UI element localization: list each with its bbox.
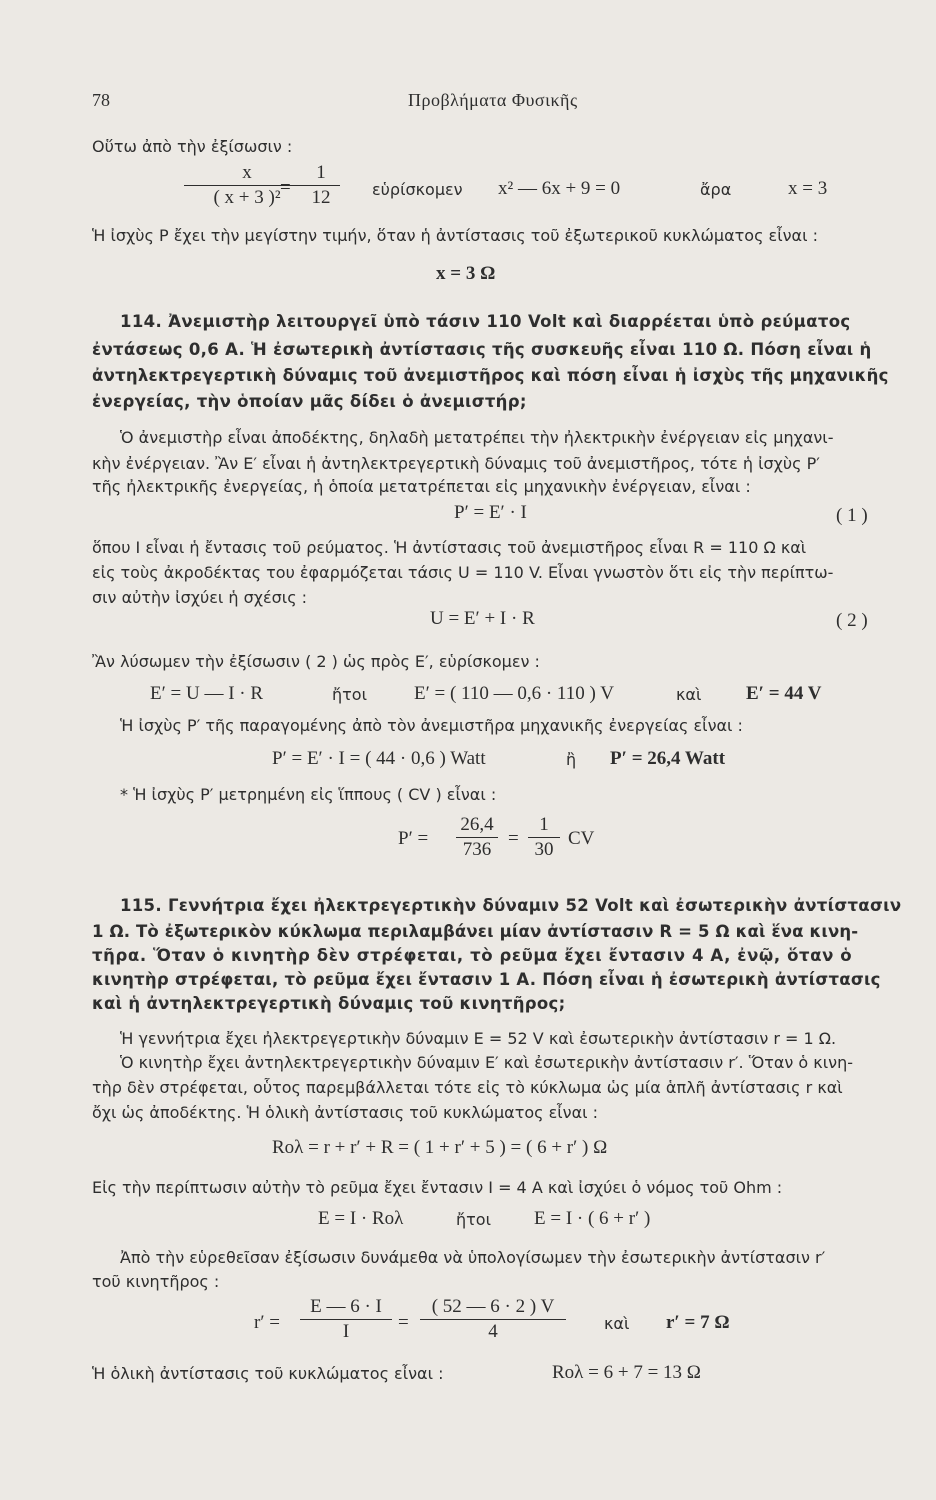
answer-115-line-7: τοῦ κινητῆρος : — [92, 1272, 220, 1291]
fraction-denominator: 736 — [462, 839, 492, 860]
problem-114-line-4: ἐνεργείας, τὴν ὁποίαν μᾶς δίδει ὁ ἀνεμιστήρ; — [92, 392, 527, 411]
equation-114-2-number: ( 2 ) — [836, 610, 868, 631]
kai-word: καὶ — [604, 1314, 630, 1333]
problem-115-line-5: καὶ ἡ ἀντηλεκτρεγερτικὴ δύναμις τοῦ κινητῆρος; — [92, 994, 566, 1013]
answer-115-line-1: Ἡ γεννήτρια ἔχει ἠλεκτρεγερτικὴν δύναμιν E = 52 V καὶ ἐσωτερικὴν ἀντίστασιν r = 1 Ω. — [120, 1029, 837, 1048]
equation-114-5-unit: CV — [568, 828, 595, 849]
kai-word: καὶ — [676, 685, 702, 704]
equation-114-4a: P′ = E′ · I = ( 44 · 0,6 ) Watt — [272, 748, 486, 769]
fraction-numerator: ( 52 — 6 · 2 ) V — [420, 1296, 566, 1320]
equation-115-3-lhs: r′ = — [254, 1312, 280, 1333]
answer-115-line-8: Ἡ ὁλικὴ ἀντίστασις τοῦ κυκλώματος εἶναι : — [92, 1364, 444, 1383]
equation-115-4: Rολ = 6 + 7 = 13 Ω — [552, 1362, 701, 1383]
equation-114-5-lhs: P′ = — [398, 828, 429, 849]
equation-115-1: Rολ = r + r′ + R = ( 1 + r′ + 5 ) = ( 6 + r′ ) Ω — [272, 1137, 608, 1158]
answer-114-line-6: σιν αὐτὴν ἰσχύει ἡ σχέσις : — [92, 588, 308, 607]
answer-115-line-6: Ἀπὸ τὴν εὑρεθεῖσαν ἐξίσωσιν δυνάμεθα νὰ ὑπολογίσωμεν τὴν ἐσωτερικὴν ἀντίστασιν r′ — [120, 1248, 826, 1267]
equation-115-3-result: r′ = 7 Ω — [666, 1312, 730, 1333]
fraction-numerator: 1 — [302, 162, 340, 186]
running-title: Προβλήματα Φυσικῆς — [408, 90, 578, 110]
power-line: Ἡ ἰσχὺς P ἔχει τὴν μεγίστην τιμήν, ὅταν ἡ ἀντίστασις τοῦ ἐξωτερικοῦ κυκλώματος εἶναι : — [92, 226, 818, 245]
problem-114-line-2: ἐντάσεως 0,6 A. Ἡ ἐσωτερικὴ ἀντίστασις τῆς συσκευῆς εἶναι 110 Ω. Πόση εἶναι ἡ — [92, 340, 872, 359]
intro-fraction-2 — [302, 162, 340, 209]
answer-115-line-4: ὄχι ὡς ἀποδέκτης. Ἡ ὁλικὴ ἀντίστασις τοῦ κυκλώματος εἶναι : — [92, 1103, 599, 1122]
x-solution: x = 3 — [788, 178, 828, 199]
fraction-denominator: ( x + 3 )² — [213, 187, 281, 208]
equation-114-1: P′ = E′ · I — [454, 502, 527, 523]
answer-114-line-1: Ὁ ἀνεμιστὴρ εἶναι ἀποδέκτης, δηλαδὴ μετατρέπει τὴν ἠλεκτρικὴν ἐνέργειαν εἰς μηχανι- — [120, 428, 834, 447]
answer-114-line-9: * Ἡ ἰσχὺς P′ μετρημένη εἰς ἵππους ( CV ) εἶναι : — [120, 785, 497, 804]
answer-114-line-3: τῆς ἠλεκτρικῆς ἐνεργείας, ἡ ὁποία μετατρέπεται εἰς μηχανικὴν ἐνέργειαν, εἶναι : — [92, 477, 751, 496]
answer-115-line-2: Ὁ κινητὴρ ἔχει ἀντηλεκτρεγερτικὴν δύναμιν E′ καὶ ἐσωτερικὴν ἀντίστασιν r′. Ὅταν ὁ κινη- — [120, 1053, 853, 1072]
answer-114-line-4: ὅπου I εἶναι ἡ ἔντασις τοῦ ρεύματος. Ἡ ἀντίστασις τοῦ ἀνεμιστῆρος εἶναι R = 110 Ω καὶ — [92, 538, 807, 557]
problem-115-line-2: 1 Ω. Τὸ ἐξωτερικὸν κύκλωμα περιλαμβάνει μίαν ἀντίστασιν R = 5 Ω καὶ ἕνα κινη- — [92, 922, 859, 941]
fraction-numerator: E — 6 · I — [300, 1296, 392, 1320]
answer-114-line-5: εἰς τοὺς ἀκροδέκτας του ἐφαρμόζεται τάσις U = 110 V. Εἶναι γνωστὸν ὅτι εἰς τὴν περίπτω- — [92, 563, 834, 582]
fraction-numerator: x — [184, 162, 310, 186]
equation-114-3b: E′ = ( 110 — 0,6 · 110 ) V — [414, 683, 614, 704]
problem-114-line-1: 114. Ἀνεμιστὴρ λειτουργεῖ ὑπὸ τάσιν 110 Volt καὶ διαρρέεται ὑπὸ ρεύματος — [120, 312, 851, 331]
intro-find-word: εὑρίσκομεν — [372, 180, 463, 199]
equation-114-1-number: ( 1 ) — [836, 505, 868, 526]
problem-115-line-3: τῆρα. Ὅταν ὁ κινητὴρ δὲν στρέφεται, τὸ ρεῦμα ἔχει ἔντασιν 4 A, ἐνῷ, ὅταν ὁ — [92, 946, 853, 965]
page-number: 78 — [92, 90, 110, 110]
equation-114-4b: P′ = 26,4 Watt — [610, 748, 726, 769]
intro-fraction-1 — [184, 162, 310, 209]
fraction-numerator: 26,4 — [456, 814, 498, 838]
intro-result: x = 3 Ω — [436, 263, 496, 284]
ara-word: ἄρα — [700, 180, 732, 199]
fraction-denominator: 30 — [534, 839, 554, 860]
equation-114-2: U = E′ + I · R — [430, 608, 535, 629]
equation-115-2a: E = I · Rολ — [318, 1208, 404, 1229]
equals-sign: = — [398, 1312, 409, 1333]
problem-115-line-4: κινητὴρ στρέφεται, τὸ ρεῦμα ἔχει ἔντασιν 1 A. Πόση εἶναι ἡ ἐσωτερικὴ ἀντίστασις — [92, 970, 881, 989]
i-word: ἢ — [566, 750, 577, 769]
equation-114-3c: E′ = 44 V — [746, 683, 822, 704]
equation-114-3a: E′ = U — I · R — [150, 683, 264, 704]
answer-114-line-8: Ἡ ἰσχὺς P′ τῆς παραγομένης ἀπὸ τὸν ἀνεμιστῆρα μηχανικῆς ἐνεργείας εἶναι : — [120, 716, 743, 735]
fraction-numerator: 1 — [528, 814, 560, 838]
problem-115-line-1: 115. Γεννήτρια ἔχει ἠλεκτρεγερτικὴν δύναμιν 52 Volt καὶ ἐσωτερικὴν ἀντίστασιν — [120, 896, 902, 915]
equation-115-3-fraction-1 — [300, 1296, 392, 1343]
intro-lead: Οὕτω ἀπὸ τὴν ἐξίσωσιν : — [92, 137, 293, 156]
equation-115-2b: E = I · ( 6 + r′ ) — [534, 1208, 651, 1229]
fraction-denominator: 12 — [311, 187, 331, 208]
answer-114-line-2: κὴν ἐνέργειαν. Ἂν E′ εἶναι ἡ ἀντηλεκτρεγερτικὴ δύναμις τοῦ ἀνεμιστῆρος, τότε ἡ ἰσχὺς P′ — [92, 454, 820, 473]
problem-114-line-3: ἀντηλεκτρεγερτικὴ δύναμις τοῦ ἀνεμιστῆρος καὶ πόση εἶναι ἡ ἰσχὺς τῆς μηχανικῆς — [92, 366, 889, 385]
etoi-word: ἤτοι — [332, 685, 367, 704]
equals-sign: = — [280, 177, 291, 198]
answer-114-line-7: Ἂν λύσωμεν τὴν ἐξίσωσιν ( 2 ) ὡς πρὸς E′, εὑρίσκομεν : — [92, 652, 540, 671]
quadratic-equation: x² — 6x + 9 = 0 — [498, 178, 621, 199]
equals-sign: = — [508, 828, 519, 849]
etoi-word: ἤτοι — [456, 1210, 491, 1229]
equation-114-5-fraction-2 — [528, 814, 560, 861]
equation-114-5-fraction-1 — [456, 814, 498, 861]
fraction-denominator: 4 — [488, 1321, 498, 1342]
answer-115-line-3: τὴρ δὲν στρέφεται, οὗτος παρεμβάλλεται τότε εἰς τὸ κύκλωμα ὡς μία ἁπλῆ ἀντίστασις r καὶ — [92, 1078, 843, 1097]
answer-115-line-5: Εἰς τὴν περίπτωσιν αὐτὴν τὸ ρεῦμα ἔχει ἔντασιν I = 4 A καὶ ἰσχύει ὁ νόμος τοῦ Ohm : — [92, 1178, 783, 1197]
equation-115-3-fraction-2 — [420, 1296, 566, 1343]
fraction-denominator: I — [342, 1321, 350, 1342]
